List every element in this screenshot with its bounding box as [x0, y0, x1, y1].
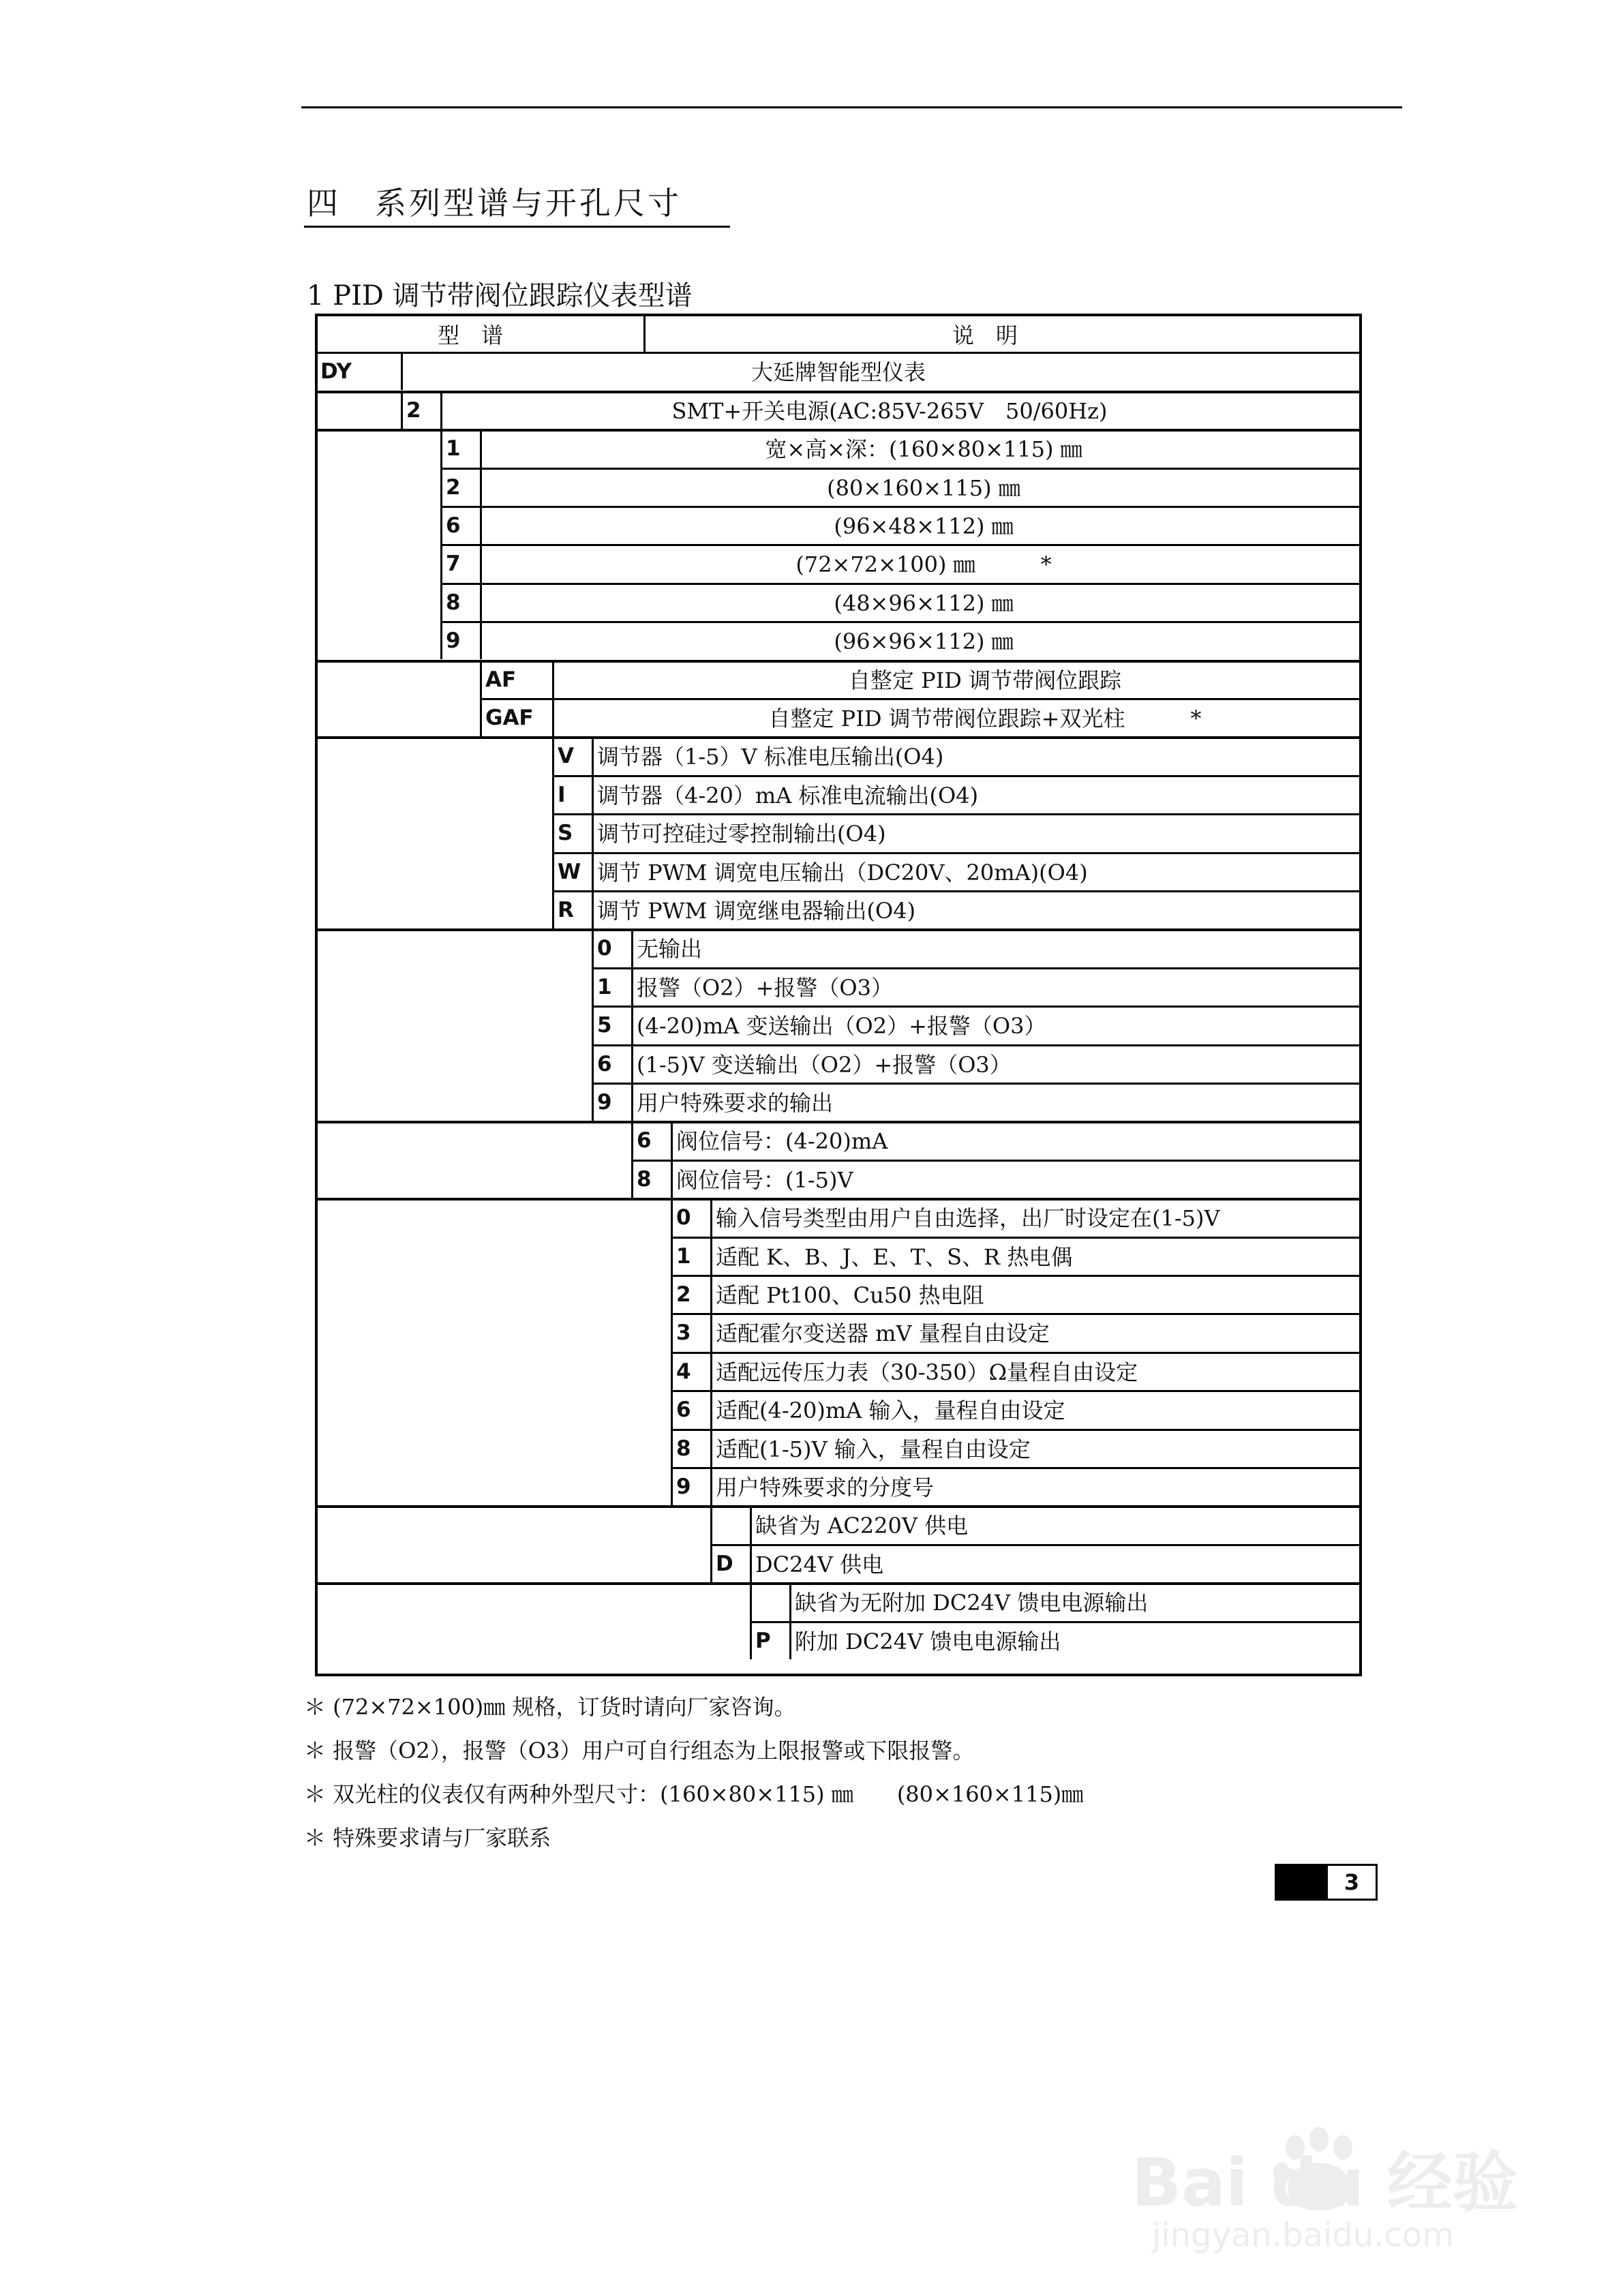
table-group-rule	[315, 736, 1362, 739]
model-description: 适配远传压力表（30-350）Ω量程自由设定	[716, 1359, 1138, 1385]
header-rule	[301, 106, 1402, 108]
table-row-rule	[671, 1352, 1362, 1354]
table-code-right-divider	[440, 391, 442, 429]
model-code: V	[558, 744, 574, 769]
table-group-rule	[315, 1198, 1362, 1200]
model-description: 缺省为无附加 DC24V 馈电电源输出	[795, 1590, 1149, 1616]
model-description: 调节可控硅过零控制输出(O4)	[597, 821, 886, 847]
table-row-rule	[671, 1237, 1362, 1239]
model-code: D	[716, 1551, 733, 1576]
model-description: 适配(4-20)mA 输入，量程自由设定	[716, 1398, 1065, 1424]
table-group-rule	[315, 660, 1362, 663]
model-code: GAF	[485, 706, 534, 730]
table-row-rule	[710, 1544, 1362, 1546]
model-description: 报警（O2）+报警（O3）	[637, 974, 894, 1001]
model-code: 0	[597, 936, 612, 961]
model-code: 1	[597, 974, 612, 999]
model-spec-table	[315, 314, 1362, 1676]
model-code: AF	[485, 667, 517, 692]
watermark-url: jingyan.baidu.com	[1152, 2216, 1454, 2254]
model-description: DC24V 供电	[755, 1551, 884, 1577]
table-code-right-divider	[789, 1582, 791, 1659]
model-code: P	[755, 1628, 771, 1653]
model-code: 8	[637, 1166, 652, 1192]
table-row-rule	[480, 698, 1362, 700]
note-item: ＊ 双光柱的仪表仅有两种外型尺寸：(160×80×115) ㎜ (80×160×115)㎜	[304, 1781, 1084, 1807]
table-group-rule	[315, 928, 1362, 931]
table-code-left-divider	[480, 660, 482, 737]
note-item: ＊ (72×72×100)㎜ 规格，订货时请向厂家咨询。	[304, 1694, 796, 1720]
table-group-rule	[315, 1121, 1362, 1123]
model-description: 适配霍尔变送器 mV 量程自由设定	[716, 1320, 1050, 1347]
model-description: 附加 DC24V 馈电电源输出	[795, 1628, 1061, 1655]
model-description: SMT+开关电源(AC:85V-265V 50/60Hz)	[671, 397, 1108, 424]
model-description: (48×96×112) ㎜	[834, 590, 1014, 616]
table-row-rule	[440, 583, 1362, 585]
table-header-model: 型 谱	[438, 322, 504, 348]
section-title: 四 系列型谱与开孔尺寸	[307, 185, 682, 222]
table-group-rule	[315, 429, 1362, 432]
model-description: 调节器（1-5）V 标准电压输出(O4)	[597, 744, 944, 770]
table-row-rule	[631, 1160, 1362, 1162]
model-code: DY	[320, 359, 352, 384]
model-description: 阀位信号：(1-5)V	[676, 1166, 853, 1193]
table-row-rule	[552, 775, 1362, 777]
model-description: (4-20)mA 变送输出（O2）+报警（O3）	[637, 1013, 1046, 1040]
model-code: 5	[597, 1013, 612, 1038]
table-code-left-divider	[631, 1121, 633, 1198]
table-code-left-divider	[750, 1582, 752, 1659]
table-code-right-divider	[631, 928, 633, 1121]
subsection-title: 1 PID 调节带阀位跟踪仪表型谱	[307, 280, 693, 312]
model-code: 2	[676, 1282, 691, 1307]
model-description: 无输出	[637, 936, 703, 963]
table-code-right-divider	[592, 736, 594, 928]
table-code-left-divider	[710, 1505, 712, 1582]
table-code-right-divider	[480, 429, 482, 659]
model-code: 6	[676, 1398, 691, 1423]
model-description: (1-5)V 变送输出（O2）+报警（O3）	[637, 1051, 1012, 1078]
table-code-right-divider	[710, 1198, 712, 1505]
table-row-rule	[671, 1275, 1362, 1277]
model-code: 6	[637, 1128, 652, 1153]
table-code-left-divider	[315, 352, 317, 390]
model-description: 调节 PWM 调宽继电器输出(O4)	[597, 898, 916, 924]
model-description: 自整定 PID 调节带阀位跟踪	[848, 667, 1122, 693]
note-item: ＊ 报警（O2），报警（O3）用户可自行组态为上限报警或下限报警。	[304, 1738, 975, 1764]
table-row-rule	[671, 1313, 1362, 1315]
note-item: ＊ 特殊要求请与厂家联系	[304, 1825, 551, 1851]
model-description: (72×72×100) ㎜ *	[795, 552, 1052, 578]
table-row-rule	[552, 890, 1362, 892]
model-description: (96×48×112) ㎜	[834, 513, 1014, 539]
model-code: 9	[446, 629, 461, 654]
table-row-rule	[440, 544, 1362, 546]
table-row-rule	[592, 967, 1362, 969]
table-row-rule	[671, 1467, 1362, 1469]
model-description: 阀位信号：(4-20)mA	[676, 1128, 888, 1155]
table-group-rule	[315, 391, 1362, 393]
model-description: (96×96×112) ㎜	[834, 629, 1014, 655]
table-row-rule	[440, 506, 1362, 508]
table-row-rule	[592, 1044, 1362, 1046]
table-header-rule	[315, 352, 1362, 354]
page-number-marker	[1277, 1866, 1328, 1899]
model-code: R	[558, 898, 574, 922]
table-code-right-divider	[401, 352, 403, 390]
model-description: 宽×高×深：(160×80×115) ㎜	[765, 436, 1082, 463]
model-code: 4	[676, 1359, 691, 1384]
table-header-divider	[643, 314, 646, 352]
model-description: 调节器（4-20）mA 标准电流输出(O4)	[597, 782, 979, 809]
model-description: 缺省为 AC220V 供电	[755, 1513, 969, 1539]
section-title-underline	[304, 226, 730, 228]
table-row-rule	[552, 852, 1362, 854]
model-description: 调节 PWM 调宽电压输出（DC20V、20mA)(O4)	[597, 859, 1088, 886]
table-row-rule	[592, 1006, 1362, 1008]
model-code: 2	[406, 397, 421, 423]
table-row-rule	[440, 468, 1362, 470]
table-row-rule	[671, 1390, 1362, 1392]
model-description: 用户特殊要求的分度号	[716, 1475, 935, 1500]
model-code: 8	[676, 1436, 691, 1461]
model-code: I	[558, 782, 566, 807]
table-group-rule	[315, 1582, 1362, 1585]
table-header-description: 说 明	[952, 322, 1018, 348]
model-code: 8	[446, 590, 461, 615]
model-code: 6	[597, 1051, 612, 1076]
table-border-bottom	[315, 1674, 1362, 1676]
table-row-rule	[671, 1429, 1362, 1431]
table-row-rule	[440, 621, 1362, 623]
model-code: 3	[676, 1320, 691, 1346]
model-description: (80×160×115) ㎜	[827, 474, 1020, 501]
model-code: 9	[597, 1090, 612, 1115]
watermark-brand: Bai du 经验	[1132, 2145, 1518, 2221]
table-code-left-divider	[552, 736, 554, 928]
model-code: 0	[676, 1205, 691, 1230]
table-code-right-divider	[671, 1121, 673, 1198]
model-code: 9	[676, 1475, 691, 1499]
table-group-rule	[315, 1505, 1362, 1508]
model-code: 2	[446, 474, 461, 500]
page-number: 3	[1344, 1869, 1360, 1895]
model-description: 输入信号类型由用户自由选择，出厂时设定在(1-5)V	[716, 1205, 1220, 1232]
table-code-left-divider	[671, 1198, 673, 1505]
model-description: 适配 Pt100、Cu50 热电阻	[716, 1282, 984, 1308]
table-code-left-divider	[592, 928, 594, 1121]
model-code: S	[558, 821, 573, 846]
model-description: 大延牌智能型仪表	[750, 359, 926, 386]
model-code: 1	[676, 1243, 691, 1269]
table-row-rule	[592, 1083, 1362, 1085]
notes	[304, 1685, 1083, 1860]
model-code: 1	[446, 436, 461, 462]
model-code: 6	[446, 513, 461, 538]
model-description: 用户特殊要求的输出	[637, 1090, 834, 1116]
table-code-right-divider	[750, 1505, 752, 1582]
model-description: 自整定 PID 调节带阀位跟踪+双光柱 *	[768, 706, 1202, 731]
model-description: 适配 K、B、J、E、T、S、R 热电偶	[716, 1243, 1073, 1270]
table-code-right-divider	[552, 660, 554, 737]
page-number-box	[1275, 1864, 1378, 1901]
table-row-rule	[552, 813, 1362, 815]
model-description: 适配(1-5)V 输入，量程自由设定	[716, 1436, 1031, 1462]
table-border-top	[315, 314, 1362, 316]
model-code: W	[558, 859, 581, 884]
table-row-rule	[750, 1621, 1362, 1623]
table-code-left-divider	[440, 429, 442, 659]
table-border-left	[315, 314, 318, 1676]
model-code: 7	[446, 552, 461, 577]
table-code-left-divider	[401, 391, 403, 429]
baidu-watermark-logo	[1125, 2120, 1561, 2256]
